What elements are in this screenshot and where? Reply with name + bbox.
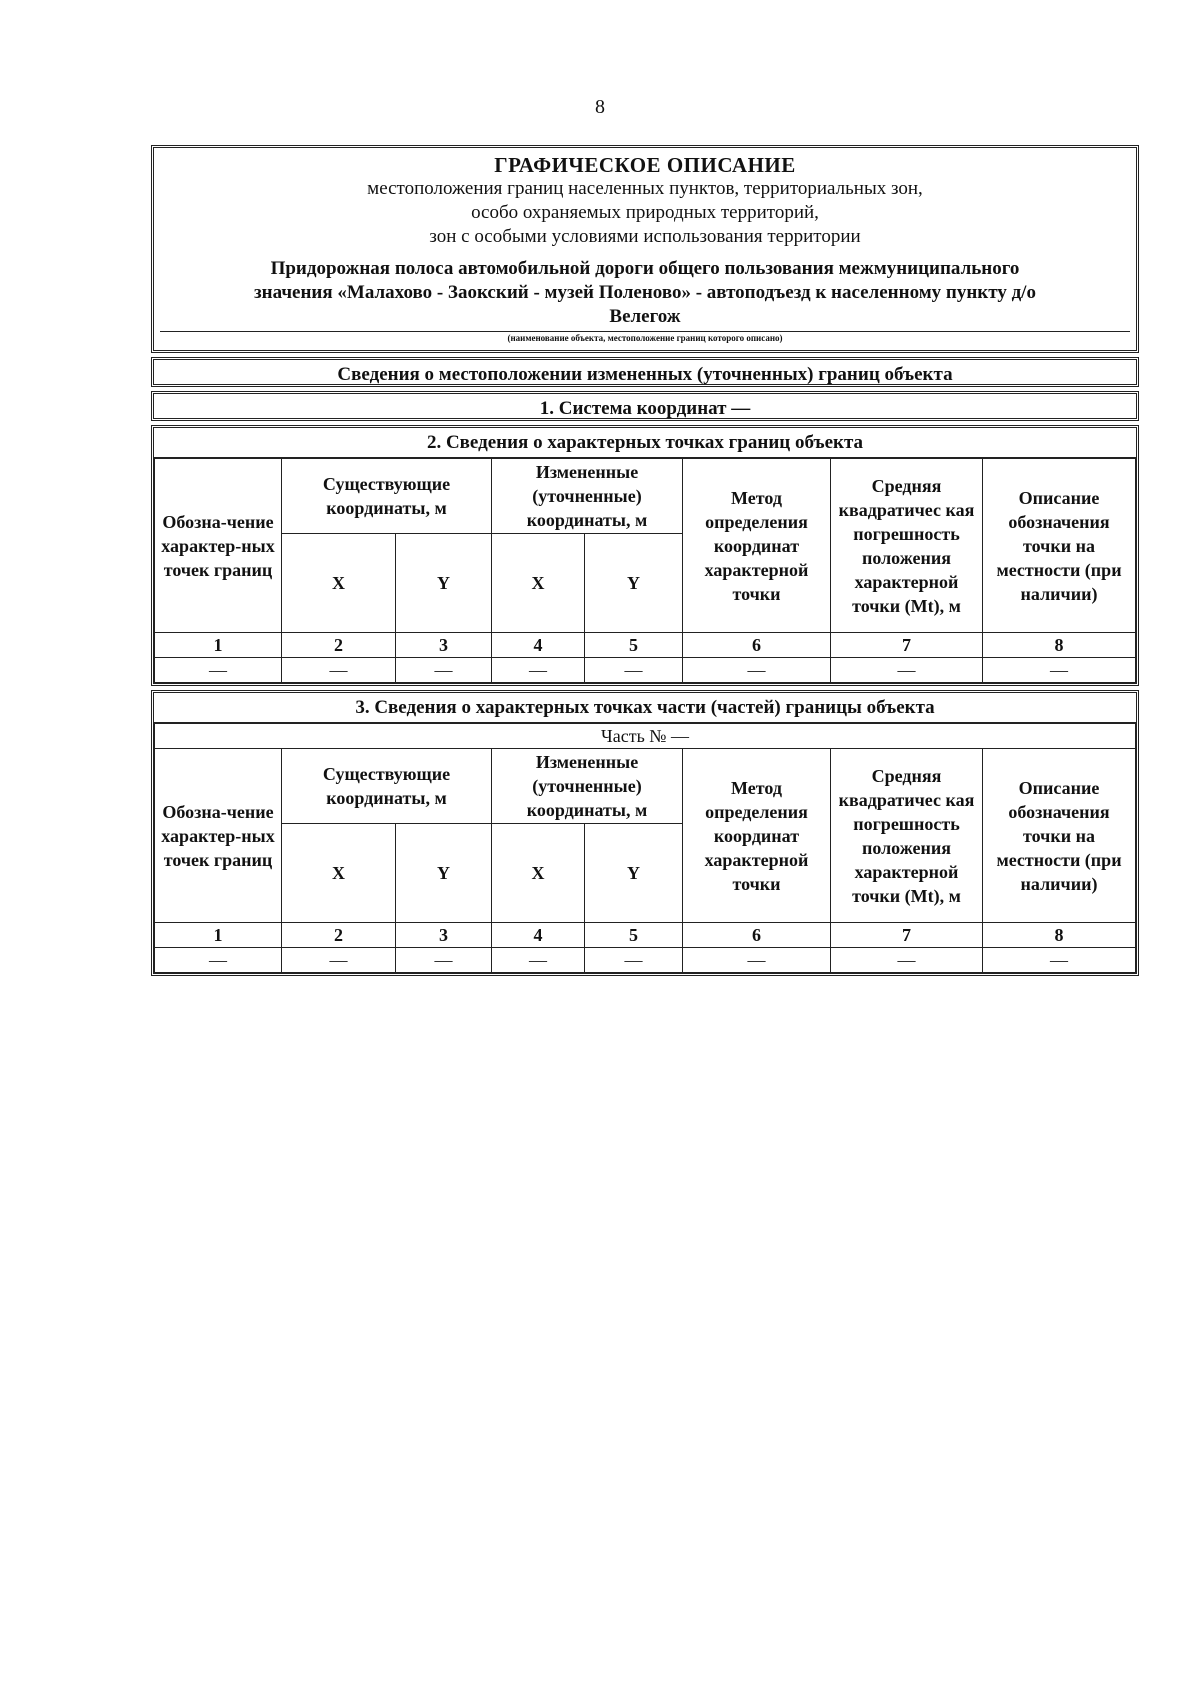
- col-existing-y: Y: [396, 534, 492, 633]
- table-cell: —: [983, 658, 1136, 683]
- table-row: [155, 948, 1136, 973]
- col-changed-y: Y: [585, 534, 683, 633]
- column-number-row: [155, 923, 1136, 948]
- col-description: Описание обозначения точки на местности (при наличии): [983, 459, 1136, 633]
- col-error: Средняя квадратичес кая погрешность положения характерной точки (Mt), м: [831, 749, 983, 923]
- table-cell: —: [155, 658, 282, 683]
- section-intro: Сведения о местоположении измененных (уточненных) границ объекта: [151, 357, 1139, 387]
- table-cell: —: [983, 948, 1136, 973]
- column-number: 1: [155, 923, 282, 948]
- table-cell: —: [683, 658, 831, 683]
- table-cell: —: [282, 658, 396, 683]
- column-number-row: [155, 633, 1136, 658]
- column-number: 7: [831, 923, 983, 948]
- column-number: 6: [683, 633, 831, 658]
- col-changed-coords: Измененные (уточненные) координаты, м: [492, 459, 683, 534]
- col-point-designation: Обозна-чение характер-ных точек границ: [155, 459, 282, 633]
- column-number: 6: [683, 923, 831, 948]
- table-cell: —: [396, 948, 492, 973]
- table-cell: —: [585, 658, 683, 683]
- col-existing-coords: Существующие координаты, м: [282, 749, 492, 824]
- form-header: [151, 145, 1139, 353]
- table-cell: —: [831, 948, 983, 973]
- graphic-description-form: [151, 145, 1139, 976]
- object-name-line: Велегож: [609, 306, 681, 327]
- subtitle-line: местоположения границ населенных пунктов, территориальных зон,: [367, 178, 923, 199]
- col-method: Метод определения координат характерной точки: [683, 749, 831, 923]
- points-table: [154, 458, 1136, 683]
- column-number: 3: [396, 923, 492, 948]
- section-3-title: 3. Сведения о характерных точках части (частей) границы объекта: [154, 693, 1136, 723]
- column-number: 5: [585, 633, 683, 658]
- col-existing-x: X: [282, 534, 396, 633]
- section-2-block: [151, 425, 1139, 686]
- form-title: ГРАФИЧЕСКОЕ ОПИСАНИЕ: [494, 153, 796, 177]
- table-cell: —: [282, 948, 396, 973]
- col-changed-coords: Измененные (уточненные) координаты, м: [492, 749, 683, 824]
- object-name-caption: (наименование объекта, местоположение границ которого описано): [507, 333, 783, 343]
- col-method: Метод определения координат характерной точки: [683, 459, 831, 633]
- table-cell: —: [831, 658, 983, 683]
- section-coordinate-system: 1. Система координат —: [151, 391, 1139, 421]
- subtitle-line: зон с особыми условиями использования территории: [429, 226, 861, 247]
- table-cell: —: [492, 948, 585, 973]
- column-number: 1: [155, 633, 282, 658]
- column-number: 5: [585, 923, 683, 948]
- section-2-title: 2. Сведения о характерных точках границ объекта: [154, 428, 1136, 458]
- col-changed-x: X: [492, 824, 585, 923]
- column-number: 7: [831, 633, 983, 658]
- table-cell: —: [585, 948, 683, 973]
- column-number: 4: [492, 633, 585, 658]
- col-changed-y: Y: [585, 824, 683, 923]
- object-name-line: Придорожная полоса автомобильной дороги общего пользования межмуниципального: [270, 258, 1020, 279]
- column-number: 8: [983, 923, 1136, 948]
- col-point-designation: Обозна-чение характер-ных точек границ: [155, 749, 282, 923]
- column-number: 8: [983, 633, 1136, 658]
- column-number: 3: [396, 633, 492, 658]
- object-name-line: значения «Малахово - Заокский - музей Поленово» - автоподъезд к населенному пункту д/о: [254, 282, 1036, 303]
- column-number: 2: [282, 633, 396, 658]
- col-existing-y: Y: [396, 824, 492, 923]
- table-cell: —: [155, 948, 282, 973]
- column-number: 2: [282, 923, 396, 948]
- object-name: [168, 257, 1122, 329]
- col-description: Описание обозначения точки на местности (при наличии): [983, 749, 1136, 923]
- section-3-block: [151, 690, 1139, 976]
- part-points-table: [154, 723, 1136, 973]
- table-cell: —: [683, 948, 831, 973]
- part-number-label: Часть № —: [155, 724, 1136, 749]
- table-row: [155, 658, 1136, 683]
- table-cell: —: [492, 658, 585, 683]
- table-cell: —: [396, 658, 492, 683]
- subtitle-line: особо охраняемых природных территорий,: [471, 202, 819, 223]
- column-number: 4: [492, 923, 585, 948]
- col-error: Средняя квадратичес кая погрешность положения характерной точки (Mt), м: [831, 459, 983, 633]
- page-number: 8: [595, 96, 605, 118]
- col-existing-coords: Существующие координаты, м: [282, 459, 492, 534]
- col-existing-x: X: [282, 824, 396, 923]
- col-changed-x: X: [492, 534, 585, 633]
